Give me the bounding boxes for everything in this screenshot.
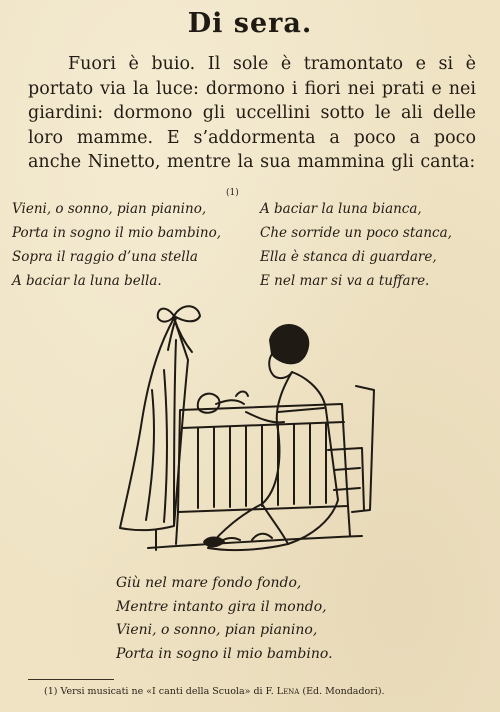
footnote-author: F. Lena [265, 686, 300, 697]
footnote-marker: (1) [226, 188, 239, 198]
intro-paragraph: Fuori è buio. Il sole è tramontato e si è portato via la luce: dormono i fiori nei prati e nei giardini: dormono gli uccellini sotto le ali delle loro mamme. E s’addormenta a poco a poco anche Ninetto, mentre la sua mammina gli canta: [28, 54, 476, 172]
poem-line: A baciar la luna bella. [12, 273, 162, 289]
poem-line: E nel mar si va a tuffare. [260, 273, 430, 289]
poem-line: Porta in sogno il mio bambino, [12, 225, 222, 241]
poem-line: Vieni, o sonno, pian pianino, [12, 201, 207, 217]
mother-hair [270, 325, 308, 363]
cradle-bow [174, 306, 200, 321]
footnote-suffix: (Ed. Mondadori). [302, 686, 385, 697]
poem-stanza-bottom [116, 572, 333, 666]
poem-line: Giù nel mare fondo fondo, [116, 575, 302, 591]
footnote [44, 686, 385, 697]
poem-line: Sopra il raggio d’una stella [12, 249, 198, 265]
poem-line: A baciar la luna bianca, [260, 201, 422, 217]
poem-line: Vieni, o sonno, pian pianino, [116, 622, 318, 638]
footnote-prefix: (1) Versi musicati ne «I canti della Scuola» di [44, 686, 263, 697]
page-title: Di sera. [187, 8, 313, 39]
mother-shoe [204, 538, 224, 547]
poem-stanza-left [12, 197, 221, 293]
poem-stanza-right [260, 197, 452, 293]
poem-line: Ella è stanca di guardare, [260, 249, 437, 265]
footnote-divider [28, 679, 114, 680]
poem-line: Mentre intanto gira il mondo, [116, 598, 327, 615]
poem-line: Porta in sogno il mio bambino. [116, 645, 333, 662]
poem-line: Che sorride un poco stanca, [260, 225, 452, 241]
mother-cradle-illustration [112, 300, 402, 565]
mother-dress [208, 372, 338, 550]
